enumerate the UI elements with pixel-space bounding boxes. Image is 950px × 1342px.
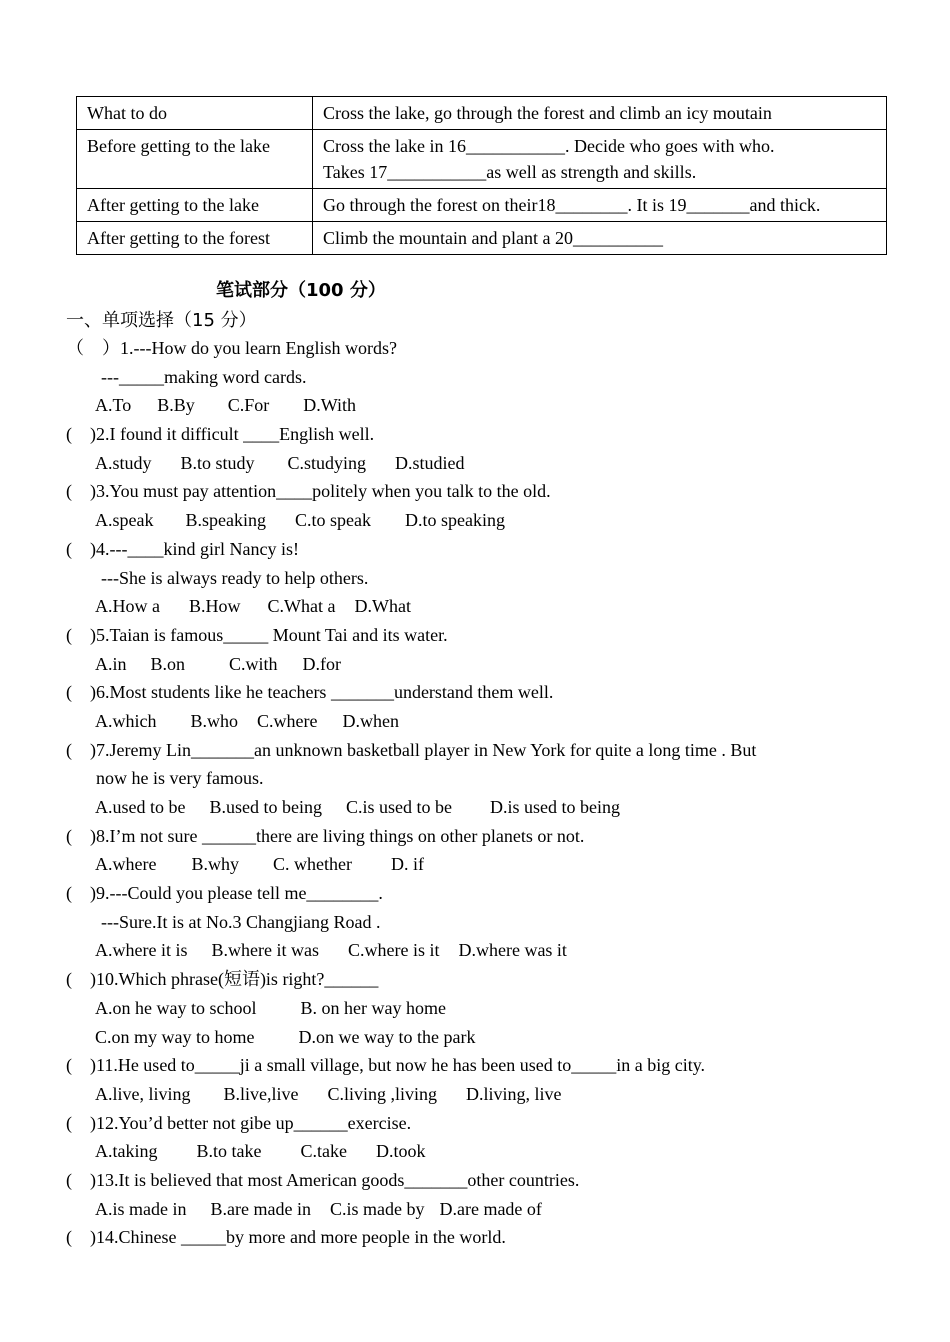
option-choice: B.How [189, 596, 241, 617]
options-row [66, 1080, 926, 1109]
option-choice: C.take [300, 1141, 347, 1162]
option-choice: C.to speak [294, 510, 371, 531]
question-stem: ( )2.I found it difficult ____English well. [66, 424, 375, 445]
options-row [66, 1023, 926, 1052]
options-row [66, 449, 926, 478]
dialogue-response: ---Sure.It is at No.3 Changjiang Road . [101, 911, 381, 932]
option-choice: B.why [191, 854, 239, 875]
option-choice: A.on he way to school [95, 997, 257, 1018]
option-choice: C.What a [267, 596, 336, 617]
option-choice: D.took [376, 1141, 426, 1162]
question-stem: ( )3.You must pay attention____politely when you talk to the old. [66, 481, 551, 502]
question-stem: ( )8.I’m not sure ______there are living things on other planets or not. [66, 825, 585, 846]
option-choice: D.is used to being [489, 797, 620, 817]
table-row [77, 189, 887, 222]
option-choice: D.for [302, 653, 342, 674]
question-stem: ( )6.Most students like he teachers _______understand them well. [66, 682, 554, 703]
option-choice: B.to study [180, 452, 255, 473]
option-choice: A.How a [95, 596, 160, 617]
option-choice: D.With [303, 395, 357, 416]
cell-line: Go through the forest on their18________. It is 19_______and thick. [323, 195, 821, 215]
option-choice: D.What [354, 596, 411, 617]
option-choice: D.on we way to the park [298, 1026, 476, 1047]
option-choice: A.is made in [95, 1198, 187, 1219]
option-choice: D.living, live [466, 1083, 562, 1104]
options-row [66, 592, 926, 621]
option-choice: D.when [342, 710, 399, 731]
options-row [66, 936, 926, 965]
table-cell [313, 97, 887, 130]
question-stem: ( )13.It is believed that most American goods_______other countries. [66, 1169, 580, 1190]
reading-table [76, 96, 887, 255]
options-row [66, 506, 926, 535]
cell-line: Cross the lake in 16___________. Decide who goes with who. [323, 136, 775, 156]
option-choice: D.where was it [458, 940, 567, 961]
table-cell: After getting to the forest [77, 222, 313, 255]
option-choice: B.to take [196, 1141, 262, 1162]
options-row [66, 850, 926, 879]
option-choice: A.where it is [95, 940, 188, 961]
option-choice: C.where [257, 710, 318, 731]
option-choice: C.For [227, 395, 270, 416]
options-row [66, 1195, 926, 1224]
table-cell: After getting to the lake [77, 189, 313, 222]
question-stem-continued: now he is very famous. [96, 768, 264, 789]
option-choice: B.speaking [185, 510, 266, 531]
question-stem: ( )14.Chinese _____by more and more people in the world. [66, 1227, 506, 1248]
question-stem: ( )4.---____kind girl Nancy is! [66, 538, 299, 559]
option-choice: C.living ,living [327, 1083, 438, 1104]
option-choice: B.who [190, 710, 239, 731]
option-choice: C.with [229, 653, 278, 674]
dialogue-response: ---She is always ready to help others. [101, 567, 369, 588]
option-choice: A.which [95, 710, 157, 731]
cell-line: Takes 17___________as well as strength and skills. [323, 162, 697, 182]
option-choice: A.in [95, 653, 127, 674]
option-choice: A.taking [95, 1141, 158, 1162]
option-choice: A.used to be [95, 797, 186, 817]
table-cell: Before getting to the lake [77, 130, 313, 189]
option-choice: B.on [150, 653, 186, 674]
table-row [77, 222, 887, 255]
dialogue-response: ---_____making word cards. [101, 366, 307, 387]
options-row [66, 650, 926, 679]
options-row [66, 391, 926, 420]
option-choice: C.studying [287, 452, 367, 473]
option-choice: B.where it was [211, 940, 319, 961]
option-choice: C.where is it [347, 940, 440, 961]
question-stem: ( )12.You’d better not gibe up______exercise. [66, 1112, 412, 1133]
cell-line: Climb the mountain and plant a 20__________ [323, 228, 663, 248]
question-stem: ( )10.Which phrase(短语)is right?______ [66, 969, 379, 990]
option-choice: B.are made in [210, 1198, 311, 1219]
option-choice: A.To [95, 395, 132, 416]
options-row [66, 994, 926, 1023]
question-stem: ( )11.He used to_____ji a small village, but now he has been used to_____in a big city. [66, 1055, 706, 1076]
option-choice: B. on her way home [300, 997, 446, 1018]
option-choice: B.live,live [223, 1083, 299, 1104]
table-row [77, 97, 887, 130]
question-stem: （ ）1.---How do you learn English words? [66, 338, 397, 358]
option-choice: D. if [390, 854, 424, 875]
option-choice: B.used to being [209, 797, 322, 817]
question-stem: ( )7.Jeremy Lin_______an unknown basketball player in New York for quite a long time . But [66, 739, 757, 760]
option-choice: C.is used to be [345, 797, 452, 817]
question-stem: ( )5.Taian is famous_____ Mount Tai and its water. [66, 624, 448, 645]
table-cell [313, 222, 887, 255]
question-list [66, 334, 926, 1252]
options-row [66, 707, 926, 736]
option-choice: C. whether [273, 854, 352, 875]
option-choice: D.to speaking [404, 510, 505, 531]
options-row [66, 793, 926, 822]
part-title: 一、单项选择（15 分） [66, 310, 257, 331]
cell-line: Cross the lake, go through the forest and climb an icy moutain [323, 103, 772, 123]
option-choice: A.where [95, 854, 157, 875]
question-stem: ( )9.---Could you please tell me________. [66, 883, 383, 904]
option-choice: D.are made of [439, 1198, 542, 1219]
table-cell [313, 189, 887, 222]
option-choice: A.speak [95, 510, 154, 531]
option-choice: D.studied [395, 452, 465, 473]
section-title: 笔试部分（100 分） [216, 280, 386, 301]
option-choice: C.on my way to home [95, 1026, 255, 1047]
table-cell: What to do [77, 97, 313, 130]
option-choice: A.study [95, 452, 152, 473]
option-choice: B.By [157, 395, 195, 416]
table-cell [313, 130, 887, 189]
options-row [66, 1137, 926, 1166]
table-row [77, 130, 887, 189]
option-choice: A.live, living [95, 1083, 191, 1104]
option-choice: C.is made by [329, 1198, 425, 1219]
